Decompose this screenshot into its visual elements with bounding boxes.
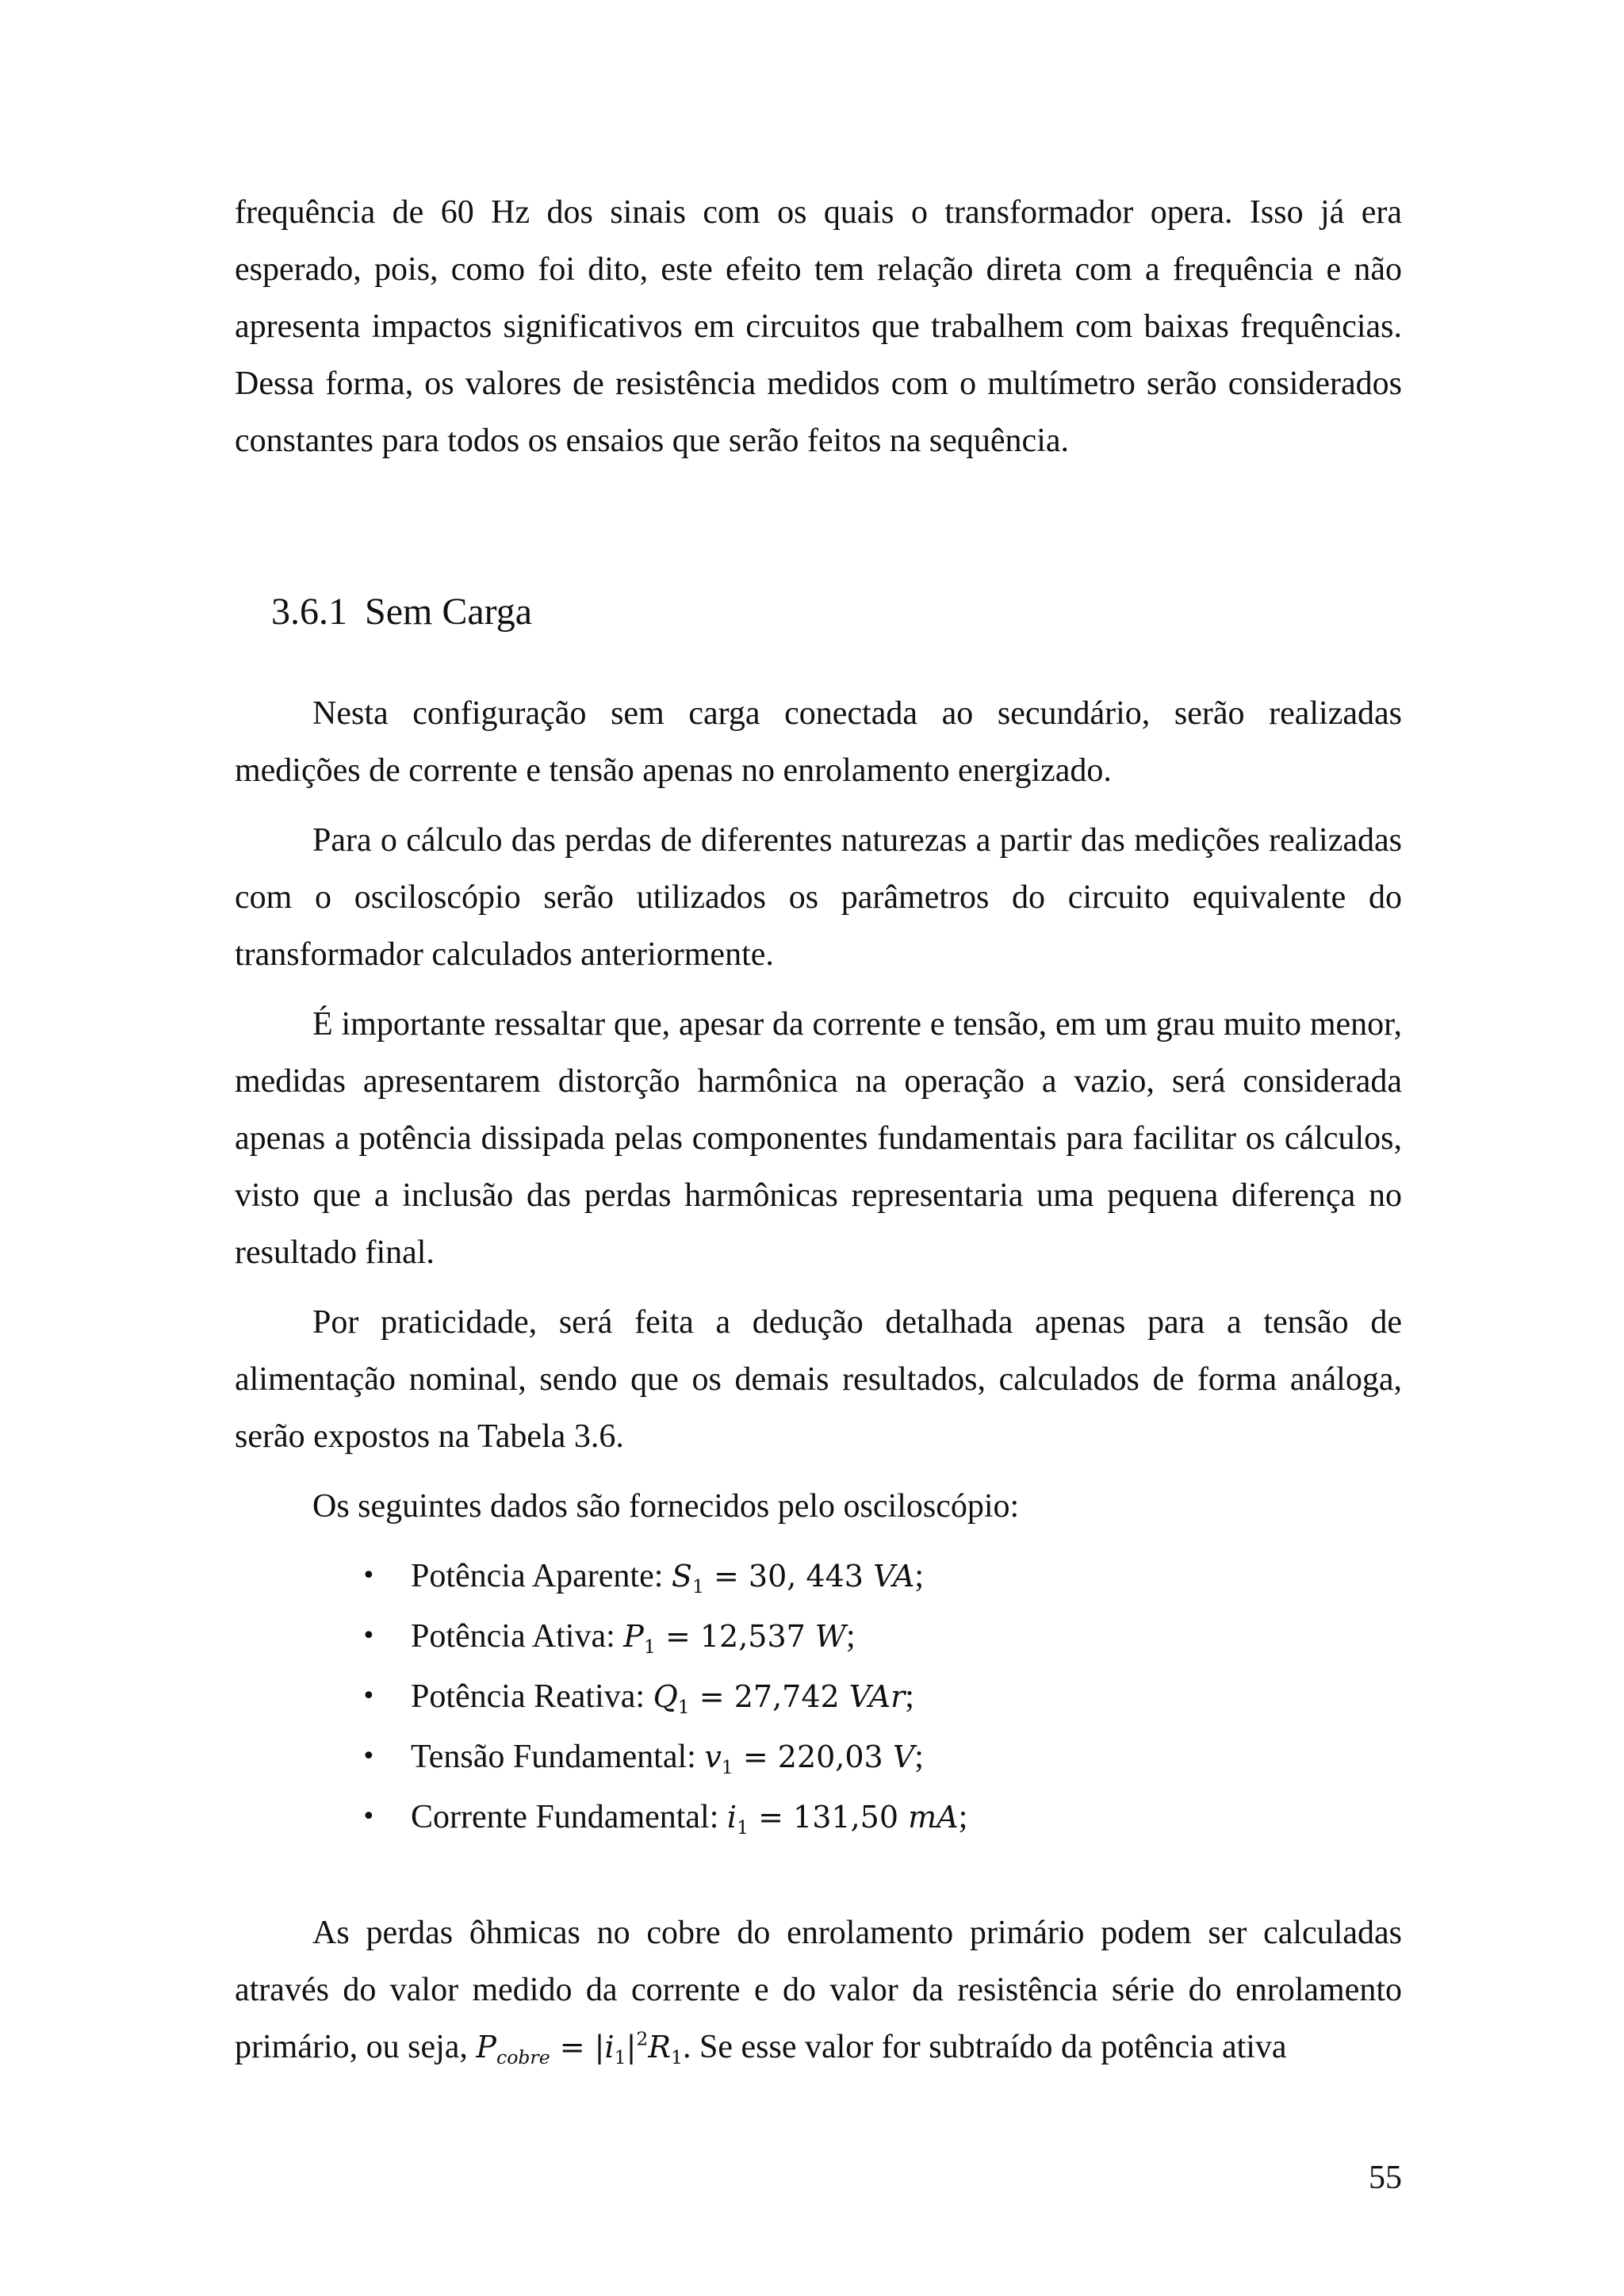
math-expression: $i_1 = 131,50$ mA [726,1800,959,1839]
section-number: 3.6.1 [271,591,347,633]
list-item: • Potência Reativa: $Q_1 = 27,742$ VAr; [235,1667,1402,1727]
math-expression: $Q_1 = 27,742$ VAr [653,1679,906,1719]
math-expression: $P_1 = 12,537$ W [623,1619,846,1659]
bullet-icon: • [362,1682,376,1710]
bullet-icon: • [362,1622,376,1650]
list-item: • Potência Aparente: $S_1 = 30$, 443 VA; [235,1546,1402,1606]
bullet-icon: • [362,1562,376,1590]
math-expression: $v_1 = 220,03$ V [704,1739,915,1779]
paragraph-configuration: Nesta configuração sem carga conectada ao secundário, serão realizadas medições de corrente e tensão apenas no enrolamento energizado. [235,695,1402,789]
page-number: 55 [1369,2160,1402,2196]
copper-loss-formula: $P_{cobre} = |i_1|^2R_1$ [476,2027,683,2069]
paragraph-data-intro: Os seguintes dados são fornecidos pelo osciloscópio: [312,1488,1020,1525]
bullet-icon: • [362,1803,376,1831]
math-expression: $S_1 = 30$, 443 VA [671,1559,915,1598]
paragraph-practicality: Por praticidade, será feita a dedução detalhada apenas para a tensão de alimentação nominal, sendo que os demais resultados, calculados de forma análoga, serão expostos na Tabela 3.6. [235,1304,1402,1455]
section-heading [271,584,1402,641]
paragraph-continuation: frequência de 60 Hz dos sinais com os quais o transformador opera. Isso já era esperado, pois, como foi dito, este efeito tem relação direta com a frequência e não apresenta impactos significativos em circuitos que trabalhem com baixas frequências. Dessa forma, os valores de resistência medidos com o multímetro serão considerados constantes para todos os ensaios que serão feitos na sequência. [235,194,1402,459]
section-title: Sem Carga [365,591,533,633]
paragraph-harmonics: É importante ressaltar que, apesar da corrente e tensão, em um grau muito menor, medidas apresentarem distorção harmônica na operação a vazio, será considerada apenas a potência dissipada pelas componentes fundamentais para facilitar os cálculos, visto que a inclusão das perdas harmônicas representaria uma pequena diferença no resultado final. [235,1006,1402,1271]
oscilloscope-data-list [235,1546,1402,1847]
document-page [235,184,1402,2076]
paragraph-copper-losses: As perdas ôhmicas no cobre do enrolamento primário podem ser calculadas através do valor medido da corrente e do valor da resistência série do enrolamento primário, ou seja, $P_{cobre} = |i_1|^2R_1$. Se esse valor for subtraído da potência ativa [235,1915,1402,2069]
list-item: • Tensão Fundamental: $v_1 = 220,03$ V; [235,1727,1402,1787]
list-item: • Corrente Fundamental: $i_1 = 131,50$ mA; [235,1787,1402,1847]
list-item: • Potência Ativa: $P_1 = 12,537$ W; [235,1606,1402,1667]
bullet-icon: • [362,1743,376,1770]
paragraph-calculation: Para o cálculo das perdas de diferentes naturezas a partir das medições realizadas com o osciloscópio serão utilizados os parâmetros do circuito equivalente do transformador calculados anteriormente. [235,822,1402,973]
